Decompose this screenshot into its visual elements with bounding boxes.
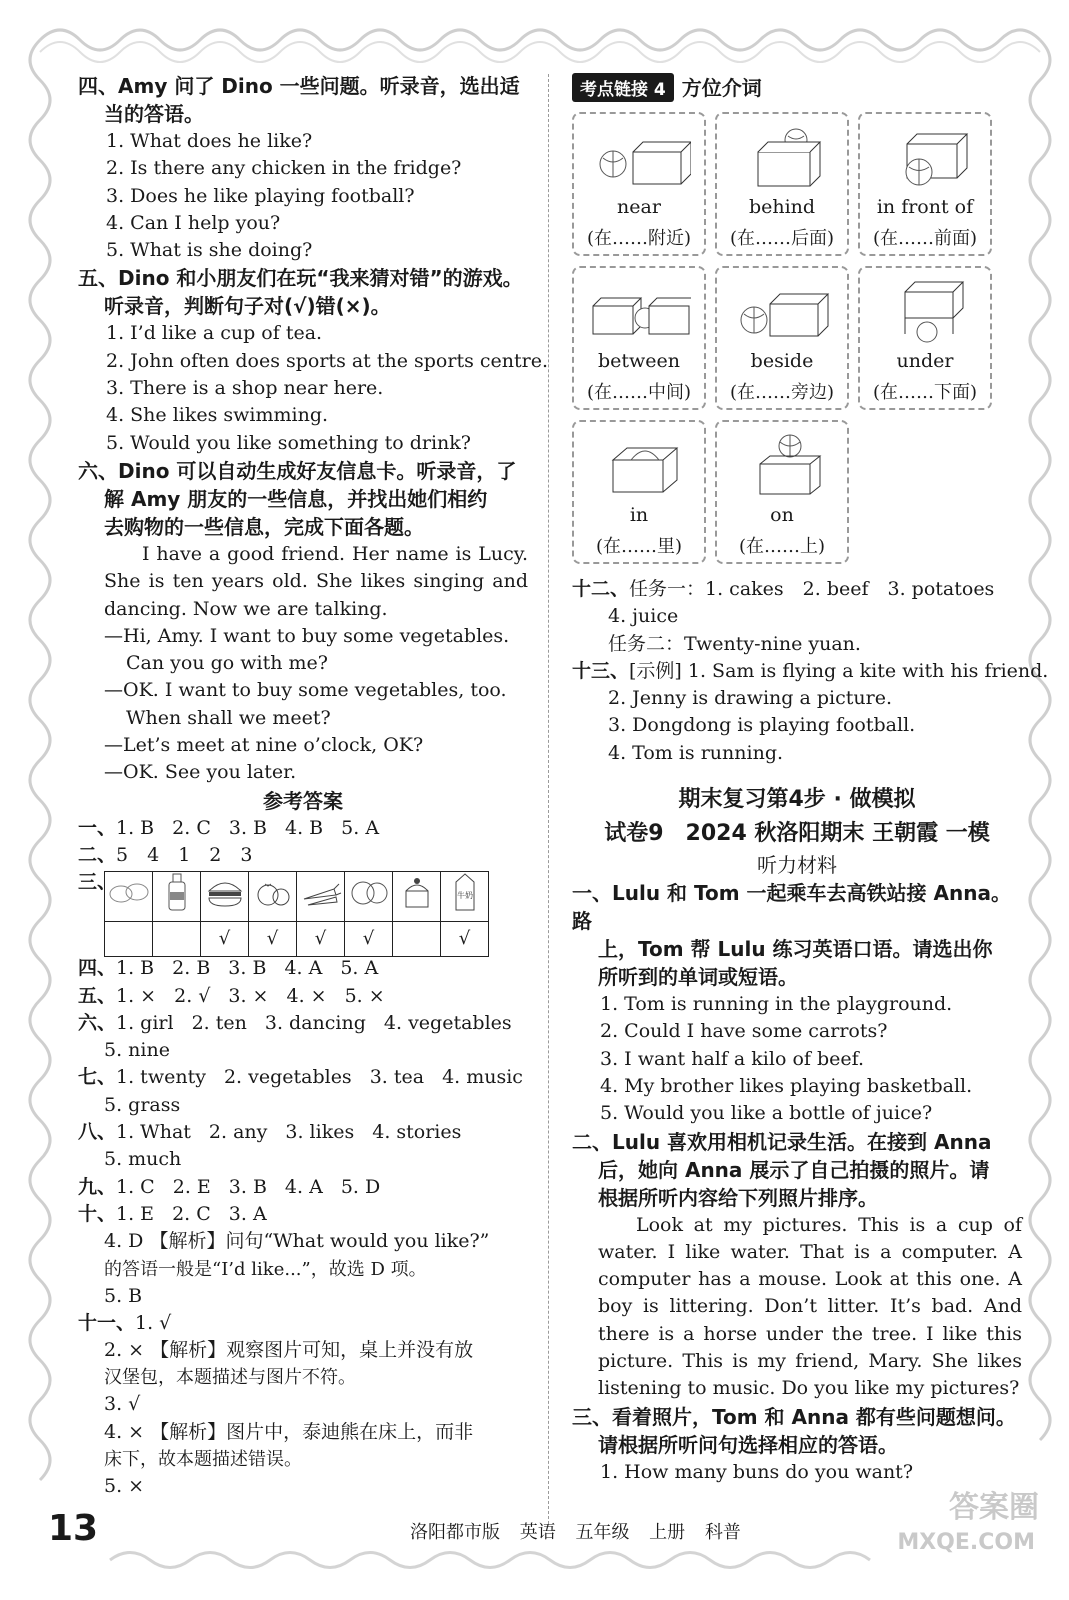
section-title: 五、Dino 和小朋友们在玩“我来猜对错”的游戏。 [78, 266, 523, 291]
answer-value: 1. twenty [116, 1066, 206, 1089]
answer-5 [78, 983, 528, 1010]
answer-value: 4. A [284, 1175, 323, 1198]
in-icon [591, 430, 691, 500]
answer-value: 5. A [341, 816, 380, 839]
dialogue-line: Can you go with me? [126, 652, 328, 675]
food-table [104, 871, 489, 956]
answer-11-note: 汉堡包，本题描述与图片不符。 [104, 1367, 356, 1389]
passage: I have a good friend. Her name is Lucy. She is ten years old. She likes singing and dancing. Now we are talking. [104, 542, 528, 620]
answer-3 [78, 869, 528, 953]
answer-value: 4. A [284, 957, 323, 980]
cake-icon [393, 872, 441, 921]
list-item: 2. John often does sports at the sports centre. [106, 349, 549, 372]
answer-12-line: 任务二：Twenty-nine yuan. [608, 632, 861, 655]
right-column [572, 72, 1049, 1486]
section-title: 四、Amy 问了 Dino 一些问题。听录音，选出适 [78, 74, 520, 98]
prep-label: between [597, 350, 681, 372]
answer-value: 1. √ [135, 1311, 172, 1334]
prep-meaning: (在……上) [738, 536, 826, 557]
answer-value: 2. √ [174, 984, 211, 1007]
list-item: 1. What does he like? [106, 130, 313, 152]
answer-value: 3. B [228, 816, 268, 839]
answer-lead: 十、 [78, 1202, 117, 1225]
dialogue-line: When shall we meet? [126, 706, 331, 729]
footer-info: 洛阳都市版 英语 五年级 上册 科普 [410, 1522, 741, 1543]
answer-value: 4. vegetables [383, 1011, 512, 1034]
answer-13 [572, 658, 1049, 767]
answer-key-title: 参考答案 [263, 788, 343, 813]
prep-label: on [770, 504, 794, 526]
answer-9 [78, 1174, 528, 1201]
prep-meaning: (在……下面) [872, 382, 978, 403]
prep-label: in front of [876, 196, 974, 218]
list-item: 4. My brother likes playing basketball. [600, 1074, 973, 1097]
prep-label: beside [750, 350, 814, 372]
answer-lead: 二、 [78, 843, 117, 866]
answer-value: 1. E [116, 1202, 155, 1225]
table-cell: √ [297, 921, 345, 956]
table-cell [393, 921, 441, 956]
list-item: 1. I’d like a cup of tea. [106, 322, 323, 345]
burger-icon [201, 872, 249, 921]
answer-13-line: 4. Tom is running. [608, 741, 784, 764]
answer-value: 3. × [228, 984, 269, 1007]
answer-lead: 四、 [78, 957, 117, 980]
section-title: 去购物的一些信息，完成下面各题。 [104, 514, 424, 539]
answer-lead: 十二、 [572, 578, 630, 600]
answer-11-cont: 5. × [104, 1474, 145, 1497]
list-item: 5. Would you like a bottle of juice? [600, 1102, 933, 1125]
list-item: 1. How many buns do you want? [600, 1460, 913, 1483]
answer-7 [78, 1064, 528, 1091]
answer-10-note: 的答语一般是“I’d like...”，故选 D 项。 [104, 1258, 427, 1280]
bread-icon [345, 872, 393, 921]
answer-8 [78, 1119, 528, 1146]
section-4 [78, 72, 528, 264]
beside-icon [734, 276, 834, 346]
test-section-2 [572, 1128, 1022, 1403]
answer-12-line [572, 576, 1022, 603]
answer-value: 1. B [116, 816, 155, 839]
milk-label: 牛奶 [456, 891, 473, 901]
answer-11-note: 2. × 【解析】观察图片可知，桌上并没有放 [104, 1339, 474, 1362]
answer-11-note: 床下，故本题描述错误。 [104, 1448, 302, 1470]
answer-lead: 七、 [78, 1066, 117, 1089]
list-item: 1. Tom is running in the playground. [600, 993, 953, 1016]
dialogue-line: —Let’s meet at nine o’clock, OK? [104, 734, 424, 757]
prep-card-under [858, 266, 992, 410]
answer-value: 3. likes [285, 1121, 355, 1144]
answer-2 [78, 842, 528, 869]
watermark-logo: 答案圈 [949, 1490, 1039, 1525]
answer-lead: 十三、 [572, 659, 630, 682]
prep-card-in-front-of [858, 112, 992, 256]
answer-value: 5. A [340, 957, 379, 980]
answer-value: 2. C [172, 816, 211, 839]
answer-value: 3. tea [369, 1066, 425, 1089]
answer-lead: 三、 [78, 871, 117, 894]
list-item: 4. She likes swimming. [106, 404, 329, 427]
answer-value: 3. B [228, 1175, 267, 1198]
answer-lead: 十一、 [78, 1311, 136, 1334]
prep-meaning: (在……前面) [872, 228, 978, 249]
section-title: 六、Dino 可以自动生成好友信息卡。听录音，了 [78, 458, 517, 483]
answer-value: 2. C [172, 1202, 211, 1225]
in-front-of-icon [877, 122, 977, 192]
answer-value: 5. × [344, 984, 385, 1007]
under-icon [877, 276, 977, 346]
knowledge-title: 方位介词 [681, 76, 762, 100]
tomatoes-icon [249, 872, 297, 921]
eggs-icon [105, 872, 153, 921]
section-title: 根据所听内容给下列照片排序。 [598, 1185, 878, 1210]
table-cell [153, 921, 201, 956]
test-section-3 [572, 1403, 1022, 1486]
answer-value: 5 4 1 2 3 [116, 843, 253, 866]
answer-13-line: 2. Jenny is drawing a picture. [608, 687, 892, 710]
section-6 [78, 457, 528, 787]
table-cell: √ [249, 921, 297, 956]
answer-value: 3. A [228, 1202, 267, 1225]
passage: Look at my pictures. This is a cup of water. I like water. That is a computer. A computer has a mouse. Look at this one. A boy is littering. Don’t litter. It’s bad. And there is a horse under the tree. I like this picture. This is my friend, Mary. She likes listening to music. Do you like my pictures? [598, 1213, 1022, 1400]
answer-lead: 九、 [78, 1175, 117, 1198]
table-cell: √ [441, 921, 489, 956]
list-item: 3. Does he like playing football? [106, 184, 415, 207]
answer-12-line: 4. juice [608, 605, 679, 628]
answer-value: 4. stories [372, 1121, 462, 1144]
answer-1 [78, 815, 528, 842]
answer-value: 1. B [116, 957, 155, 980]
test-section-1 [572, 879, 1022, 1127]
answer-value: 5. D [340, 1175, 381, 1198]
section-title: 二、Lulu 喜欢用相机记录生活。在接到 Anna [572, 1129, 992, 1154]
list-item: 4. Can I help you? [106, 211, 281, 234]
answer-13-line [572, 658, 1049, 685]
answer-value: 任务一：1. cakes 2. beef 3. potatoes [629, 578, 995, 600]
section-title: 一、Lulu 和 Tom 一起乘车去高铁站接 Anna。路 [572, 881, 1011, 934]
answer-lead: 一、 [78, 816, 117, 839]
answer-13-line: 3. Dongdong is playing football. [608, 714, 916, 737]
prep-card-near [572, 112, 706, 256]
carrots-icon [297, 872, 345, 921]
prep-meaning: (在……后面) [729, 228, 835, 249]
prep-label: in [629, 504, 649, 526]
section-title: 上，Tom 帮 Lulu 练习英语口语。请选出你 [598, 937, 993, 962]
section-title: 三、看着照片，Tom 和 Anna 都有些问题想问。 [572, 1404, 1016, 1429]
listening-heading: 听力材料 [757, 853, 837, 878]
list-item: 5. Would you like something to drink? [106, 431, 471, 454]
answer-value: 3. dancing [264, 1011, 366, 1034]
answer-value: 4. × [286, 984, 327, 1007]
prep-card-on [715, 420, 849, 564]
answer-8-cont: 5. much [104, 1148, 182, 1171]
bottle-icon [153, 872, 201, 921]
answer-lead: 八、 [78, 1121, 117, 1144]
dialogue-line: —OK. See you later. [104, 761, 297, 784]
answer-11-cont: 3. √ [104, 1393, 141, 1416]
prep-meaning: (在……中间) [586, 382, 692, 403]
prep-meaning: (在……里) [595, 536, 683, 557]
answer-value: 1. What [116, 1121, 191, 1144]
prep-meaning: (在……附近) [586, 228, 692, 249]
list-item: 2. Is there any chicken in the fridge? [106, 157, 462, 180]
prep-card-between [572, 266, 706, 410]
answer-value: 2. vegetables [223, 1066, 352, 1089]
column-divider [548, 74, 549, 1524]
knowledge-tag: 考点链接 4 [572, 73, 674, 102]
list-item: 3. There is a shop near here. [106, 377, 384, 400]
watermark-url: MXQE.COM [897, 1530, 1035, 1555]
left-column [78, 72, 549, 1500]
on-icon [734, 430, 834, 500]
answer-value: 4. B [285, 816, 324, 839]
section-title: 解 Amy 朋友的一些信息，并找出她们相约 [104, 486, 488, 511]
list-item: 5. What is she doing? [106, 239, 313, 262]
answer-7-cont: 5. grass [104, 1093, 181, 1116]
exam-heading: 试卷9 2024 秋洛阳期末 王朝霞 一模 [604, 821, 990, 847]
answer-lead: 六、 [78, 1011, 117, 1034]
prep-label: under [896, 350, 954, 372]
section-title: 听录音，判断句子对(√)错(×)。 [104, 294, 391, 319]
answer-value: 2. any [208, 1121, 268, 1144]
prep-card-beside [715, 266, 849, 410]
answer-value: 4. music [442, 1066, 523, 1089]
section-title: 后，她向 Anna 展示了自己拍摄的照片。请 [598, 1157, 990, 1182]
review-heading: 期末复习第4步 · 做模拟 [678, 787, 916, 813]
answer-6-cont: 5. nine [104, 1039, 170, 1062]
answer-10-note: 4. D 【解析】问句“What would you like?” [104, 1230, 490, 1253]
behind-icon [734, 122, 834, 192]
knowledge-header [572, 72, 1022, 102]
list-item: 2. Could I have some carrots? [600, 1020, 888, 1043]
answer-value: 3. B [228, 957, 267, 980]
prep-card-behind [715, 112, 849, 256]
prep-label: behind [748, 196, 816, 218]
table-cell: √ [345, 921, 393, 956]
answer-10 [78, 1201, 528, 1228]
between-icon [591, 276, 691, 346]
answer-value: 2. ten [191, 1011, 247, 1034]
answer-value: 2. E [172, 1175, 211, 1198]
page-number: 13 [48, 1508, 99, 1549]
table-cell [105, 921, 153, 956]
answer-value: 2. B [172, 957, 211, 980]
section-title: 请根据所听问句选择相应的答语。 [598, 1432, 898, 1457]
prep-label: near [617, 196, 661, 218]
answer-12 [572, 576, 1022, 658]
dialogue-line: —OK. I want to buy some vegetables, too. [104, 679, 507, 702]
section-5 [78, 264, 549, 456]
section-title: 当的答语。 [104, 102, 204, 126]
answer-6 [78, 1010, 528, 1037]
preposition-grid [572, 112, 1022, 564]
prep-meaning: (在……旁边) [729, 382, 835, 403]
answer-value: 1. C [116, 1175, 155, 1198]
table-cell: √ [201, 921, 249, 956]
dialogue-line: —Hi, Amy. I want to buy some vegetables. [104, 624, 510, 647]
answer-lead: 五、 [78, 984, 117, 1007]
prep-card-in [572, 420, 706, 564]
answer-value: 1. × [116, 984, 157, 1007]
milk-icon [441, 872, 489, 921]
answer-11 [78, 1310, 528, 1337]
answer-4 [78, 955, 528, 982]
answer-value: 1. girl [116, 1011, 174, 1034]
answer-value: [示例] 1. Sam is flying a kite with his friend. [629, 659, 1049, 682]
near-icon [591, 122, 691, 192]
list-item: 3. I want half a kilo of beef. [600, 1047, 864, 1070]
answer-11-note: 4. × 【解析】图片中，泰迪熊在床上，而非 [104, 1420, 474, 1443]
section-title: 所听到的单词或短语。 [598, 965, 798, 990]
answer-10-cont: 5. B [104, 1284, 143, 1307]
